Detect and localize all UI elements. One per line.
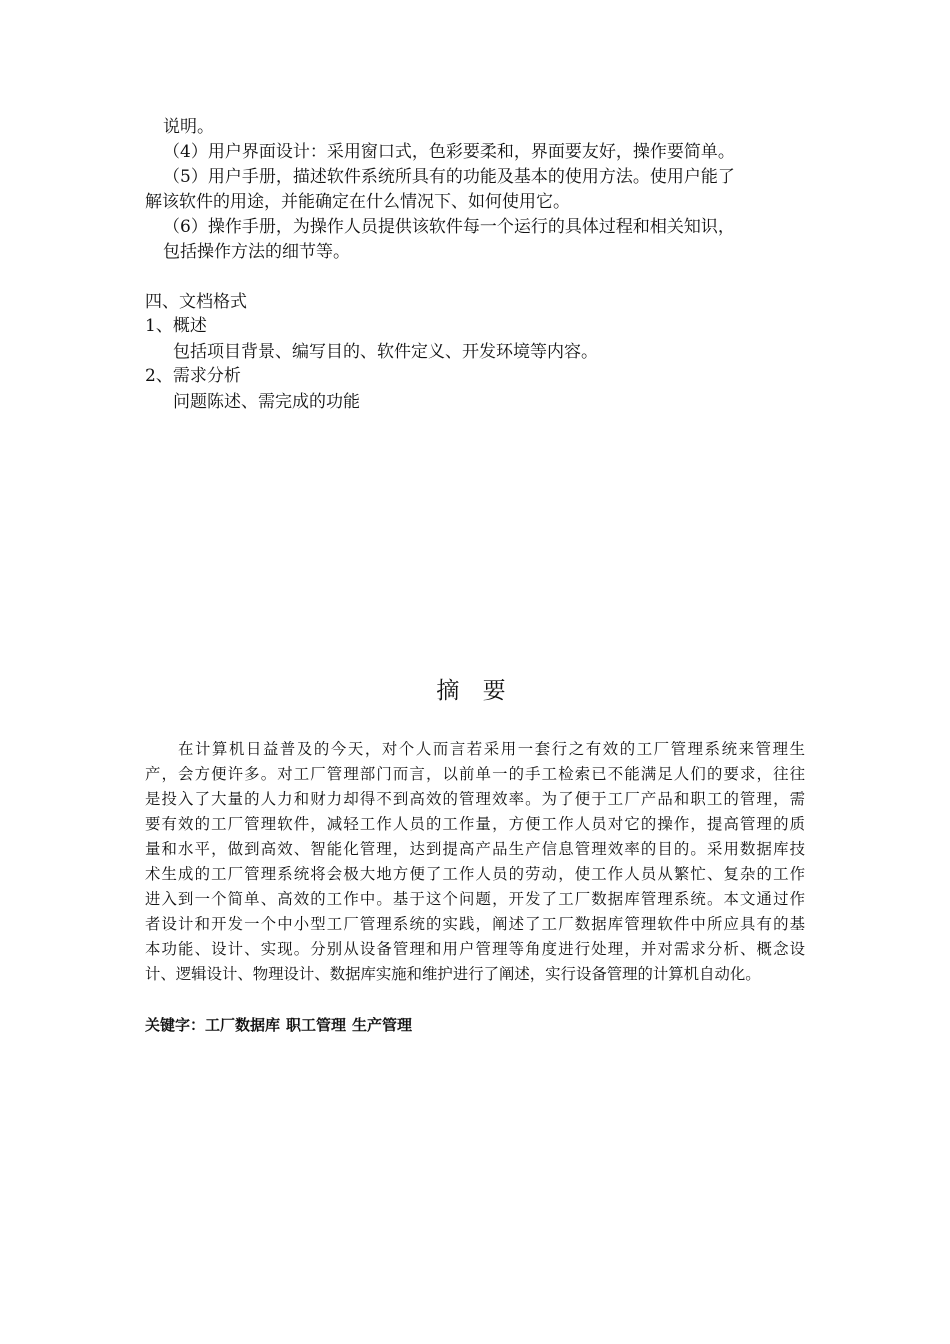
upper-line-5: （6）操作手册，为操作人员提供该软件每一个运行的具体过程和相关知识， xyxy=(163,217,735,237)
upper-line-2: （4）用户界面设计：采用窗口式，色彩要柔和，界面要友好，操作要简单。 xyxy=(163,142,735,162)
abstract-line-9: 本功能、设计、实现。分别从设备管理和用户管理等角度进行处理，并对需求分析、概念设 xyxy=(145,940,805,958)
doc-format-item1-title: 1、概述 xyxy=(145,316,207,336)
doc-format-item1-text: 包括项目背景、编写目的、软件定义、开发环境等内容。 xyxy=(173,342,598,362)
abstract-line-10: 计、逻辑设计、物理设计、数据库实施和维护进行了阐述，实行设备管理的计算机自动化。 xyxy=(145,965,761,983)
upper-line-6: 包括操作方法的细节等。 xyxy=(163,242,350,262)
keywords-label: 关键字： xyxy=(145,1016,206,1034)
abstract-line-7: 进入到一个简单、高效的工作中。基于这个问题，开发了工厂数据库管理系统。本文通过作 xyxy=(145,890,805,908)
abstract-line-6: 术生成的工厂管理系统将会极大地方便了工作人员的劳动，使工作人员从繁忙、复杂的工作 xyxy=(145,865,805,883)
abstract-line-2: 产，会方便许多。对工厂管理部门而言，以前单一的手工检索已不能满足人们的要求，往往 xyxy=(145,765,805,783)
keyword-2: 职工管理 xyxy=(286,1016,347,1034)
abstract-heading: 摘 要 xyxy=(436,678,514,704)
upper-line-3: （5）用户手册，描述软件系统所具有的功能及基本的使用方法。使用户能了 xyxy=(163,167,735,187)
keyword-1: 工厂数据库 xyxy=(205,1016,281,1034)
doc-format-item2-text: 问题陈述、需完成的功能 xyxy=(173,392,360,412)
keyword-3: 生产管理 xyxy=(352,1016,413,1034)
abstract-line-5: 量和水平，做到高效、智能化管理，达到提高产品生产信息管理效率的目的。采用数据库技 xyxy=(145,840,805,858)
upper-line-1: 说明。 xyxy=(163,117,214,137)
abstract-line-3: 是投入了大量的人力和财力却得不到高效的管理效率。为了便于工厂产品和职工的管理，需 xyxy=(145,790,805,808)
abstract-line-8: 者设计和开发一个中小型工厂管理系统的实践，阐述了工厂数据库管理软件中所应具有的基 xyxy=(145,915,805,933)
abstract-line-4: 要有效的工厂管理软件，减轻工作人员的工作量，方便工作人员对它的操作，提高管理的质 xyxy=(145,815,805,833)
upper-line-4: 解该软件的用途，并能确定在什么情况下、如何使用它。 xyxy=(145,192,570,212)
keywords-line xyxy=(145,1013,418,1037)
doc-format-item2-title: 2、需求分析 xyxy=(145,366,241,386)
doc-format-title: 四、文档格式 xyxy=(145,292,247,312)
abstract-line-1: 在计算机日益普及的今天，对个人而言若采用一套行之有效的工厂管理系统来管理生 xyxy=(178,740,805,758)
